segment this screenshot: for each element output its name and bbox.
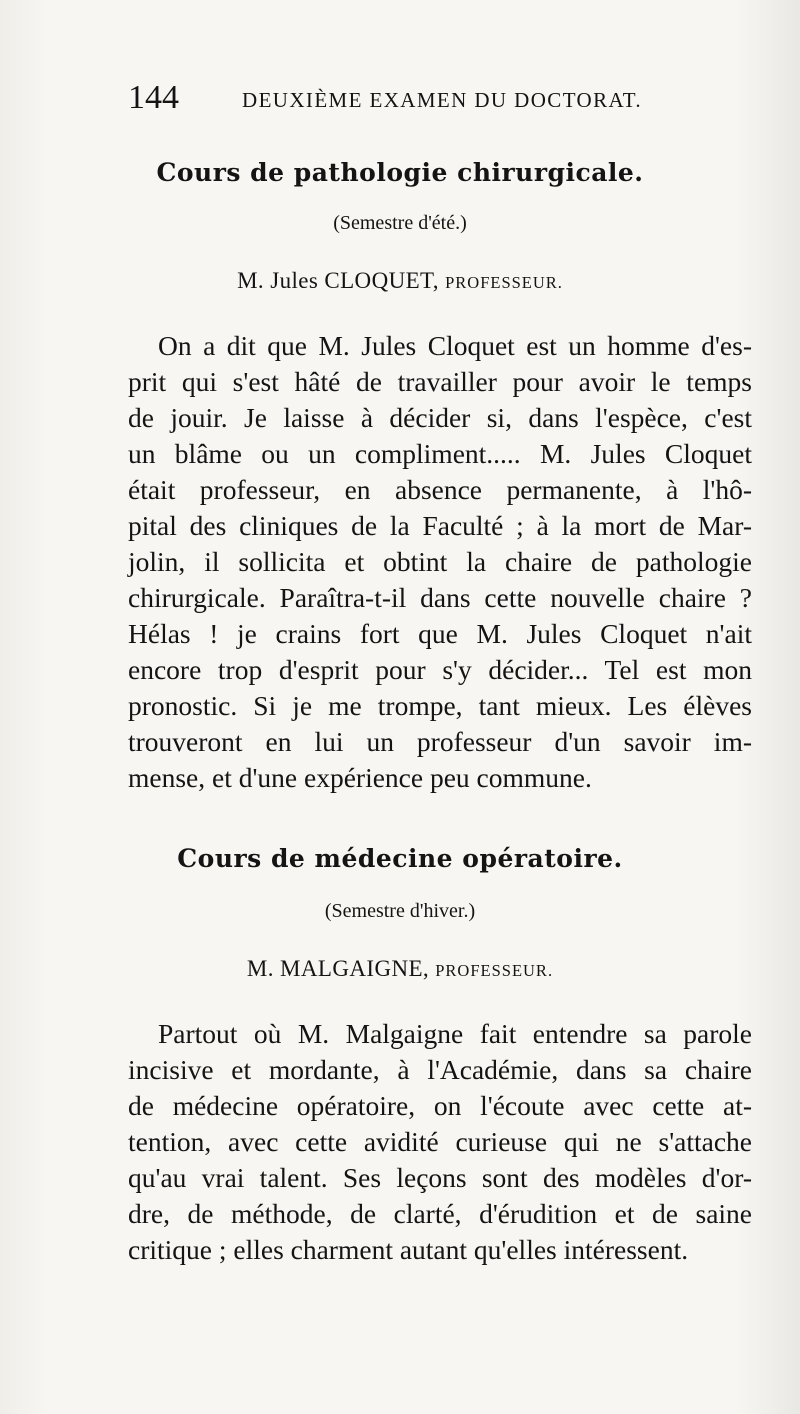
section-title-pathologie: Cours de pathologie chirurgicale.: [156, 158, 644, 187]
text-line: Hélas ! je crains fort que M. Jules Cloquet n'ait: [128, 618, 752, 649]
text-line: pronostic. Si je me trompe, tant mieux. Les élèves: [128, 690, 752, 721]
running-head: [116, 76, 676, 120]
text-line: trouveront en lui un professeur d'un savoir im-: [128, 726, 752, 757]
professor-malgaigne: [0, 956, 800, 982]
text-line: qu'au vrai talent. Ses leçons sont des modèles d'or-: [128, 1162, 752, 1193]
text-line: un blâme ou un compliment..... M. Jules Cloquet: [128, 438, 752, 469]
text-line: pital des cliniques de la Faculté ; à la mort de Mar-: [128, 510, 752, 541]
professor-name: Jules CLOQUET,: [270, 268, 439, 293]
text-line: jolin, il sollicita et obtint la chaire de pathologie: [128, 546, 752, 577]
page-number: 144: [128, 79, 179, 116]
text-line: On a dit que M. Jules Cloquet est un homme d'es-: [158, 330, 752, 361]
semester-ete: (Semestre d'été.): [333, 212, 467, 234]
text-line: incisive et mordante, à l'Académie, dans sa chaire: [128, 1054, 752, 1085]
text-line: de médecine opératoire, on l'écoute avec cette at-: [128, 1090, 752, 1121]
text-line: de jouir. Je laisse à décider si, dans l'espèce, c'est: [128, 402, 752, 433]
text-line: encore trop d'esprit pour s'y décider... Tel est mon: [128, 654, 752, 685]
paragraph-malgaigne: [128, 1016, 752, 1268]
professor-cloquet: [0, 268, 800, 294]
text-line: Partout où M. Malgaigne fait entendre sa parole: [158, 1018, 752, 1049]
paragraph-cloquet: [128, 328, 752, 796]
text-line: était professeur, en absence permanente, à l'hô-: [128, 474, 752, 505]
text-line: prit qui s'est hâté de travailler pour avoir le temps: [128, 366, 752, 397]
professor-role: PROFESSEUR.: [435, 961, 554, 980]
running-title: DEUXIÈME EXAMEN DU DOCTORAT.: [242, 88, 643, 112]
text-line: chirurgicale. Paraîtra-t-il dans cette nouvelle chaire ?: [128, 582, 752, 613]
text-line: dre, de méthode, de clarté, d'érudition et de saine: [128, 1198, 752, 1229]
professor-name: M. MALGAIGNE,: [246, 956, 430, 981]
text-line: mense, et d'une expérience peu commune.: [128, 762, 592, 793]
professor-role: PROFESSEUR.: [445, 273, 563, 292]
text-line: tention, avec cette avidité curieuse qui ne s'attache: [128, 1126, 752, 1157]
text-line: critique ; elles charment autant qu'elles intéressent.: [128, 1234, 689, 1265]
section-title-medecine: Cours de médecine opératoire.: [177, 844, 623, 873]
professor-prefix: M.: [237, 268, 271, 293]
semester-hiver: (Semestre d'hiver.): [324, 900, 476, 922]
